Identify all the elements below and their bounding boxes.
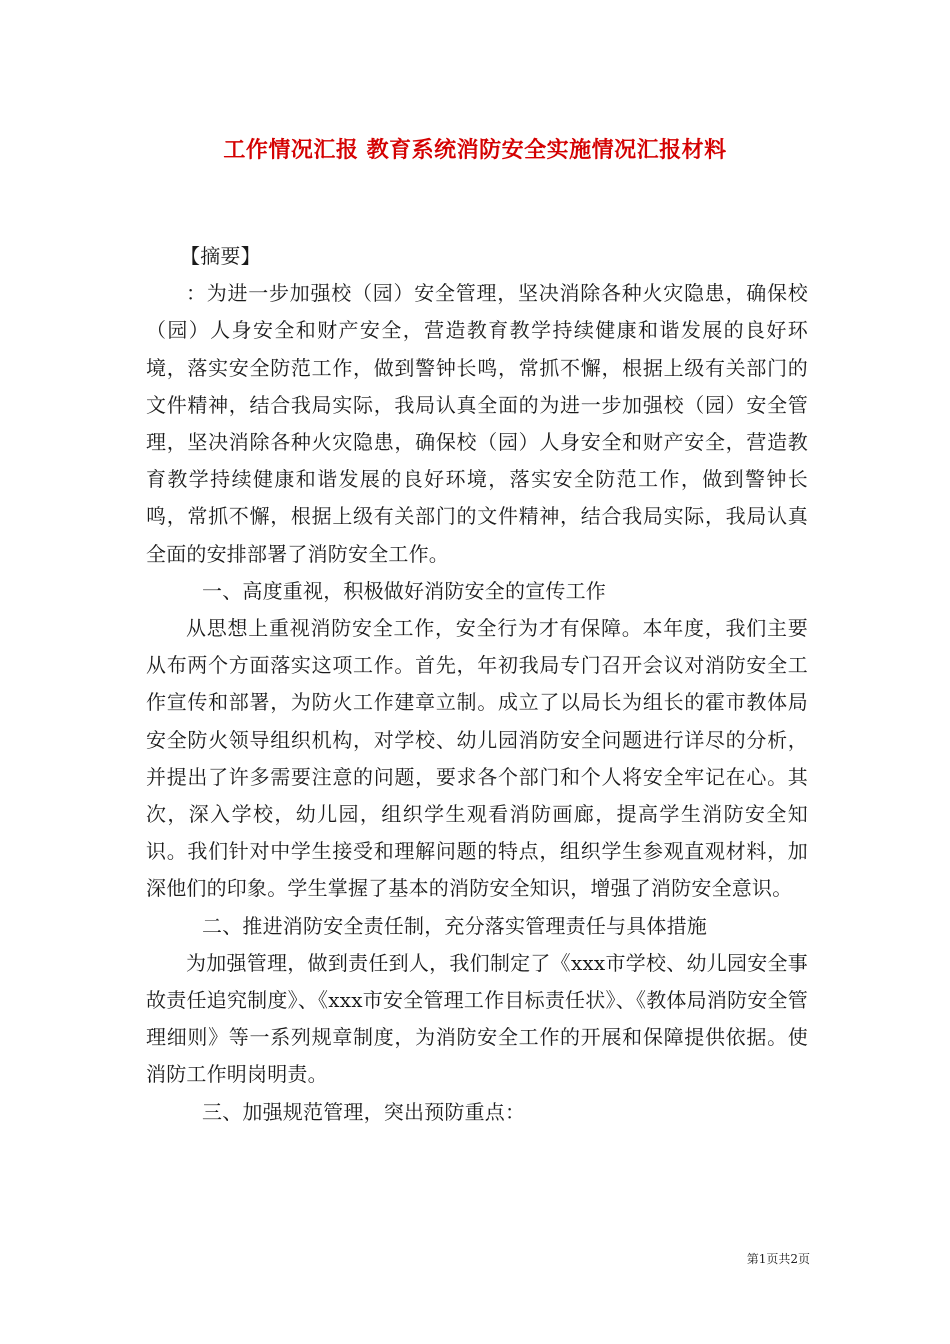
section-paragraph-2: 为加强管理，做到责任到人，我们制定了《xxx市学校、幼儿园安全事故责任追究制度》、《xxx市安全管理工作目标责任状》、《教体局消防安全管理细则》等一系列规章制度，为消防安全工作的开展和保障提供依据。使消防工作明岗明责。: [146, 950, 808, 1087]
section-heading-2: 二、推进消防安全责任制，充分落实管理责任与具体措施: [202, 913, 707, 938]
section-heading-3: 三、加强规范管理，突出预防重点：: [202, 1099, 526, 1124]
abstract-label: 【摘要】: [180, 244, 261, 268]
document-title: 工作情况汇报 教育系统消防安全实施情况汇报材料: [223, 137, 727, 163]
document-body: [146, 238, 808, 1131]
abstract-paragraph: ：为进一步加强校（园）安全管理，坚决消除各种火灾隐患，确保校（园）人身安全和财产安全，营造教育教学持续健康和谐发展的良好环境，落实安全防范工作，做到警钟长鸣，常抓不懈，根据上级有关部门的文件精神，结合我局实际，我局认真全面的为进一步加强校（园）安全管理，坚决消除各种火灾隐患，确保校（园）人身安全和财产安全，营造教育教学持续健康和谐发展的良好环境，落实安全防范工作，做到警钟长鸣，常抓不懈，根据上级有关部门的文件精神，结合我局实际，我局认真全面的安排部署了消防安全工作。: [146, 281, 808, 566]
section-paragraph-1: 从思想上重视消防安全工作，安全行为才有保障。本年度，我们主要从布两个方面落实这项工作。首先，年初我局专门召开会议对消防安全工作宣传和部署，为防火工作建章立制。成立了以局长为组长的霍市教体局安全防火领导组织机构，对学校、幼儿园消防安全问题进行详尽的分析，并提出了许多需要注意的问题，要求各个部门和个人将安全牢记在心。其次，深入学校，幼儿园，组织学生观看消防画廊，提高学生消防安全知识。我们针对中学生接受和理解问题的特点，组织学生参观直观材料，加深他们的印象。学生掌握了基本的消防安全知识，增强了消防安全意识。: [146, 616, 808, 901]
page-number: 第1页共2页: [746, 1252, 810, 1266]
section-heading-1: 一、高度重视，积极做好消防安全的宣传工作: [202, 578, 606, 603]
